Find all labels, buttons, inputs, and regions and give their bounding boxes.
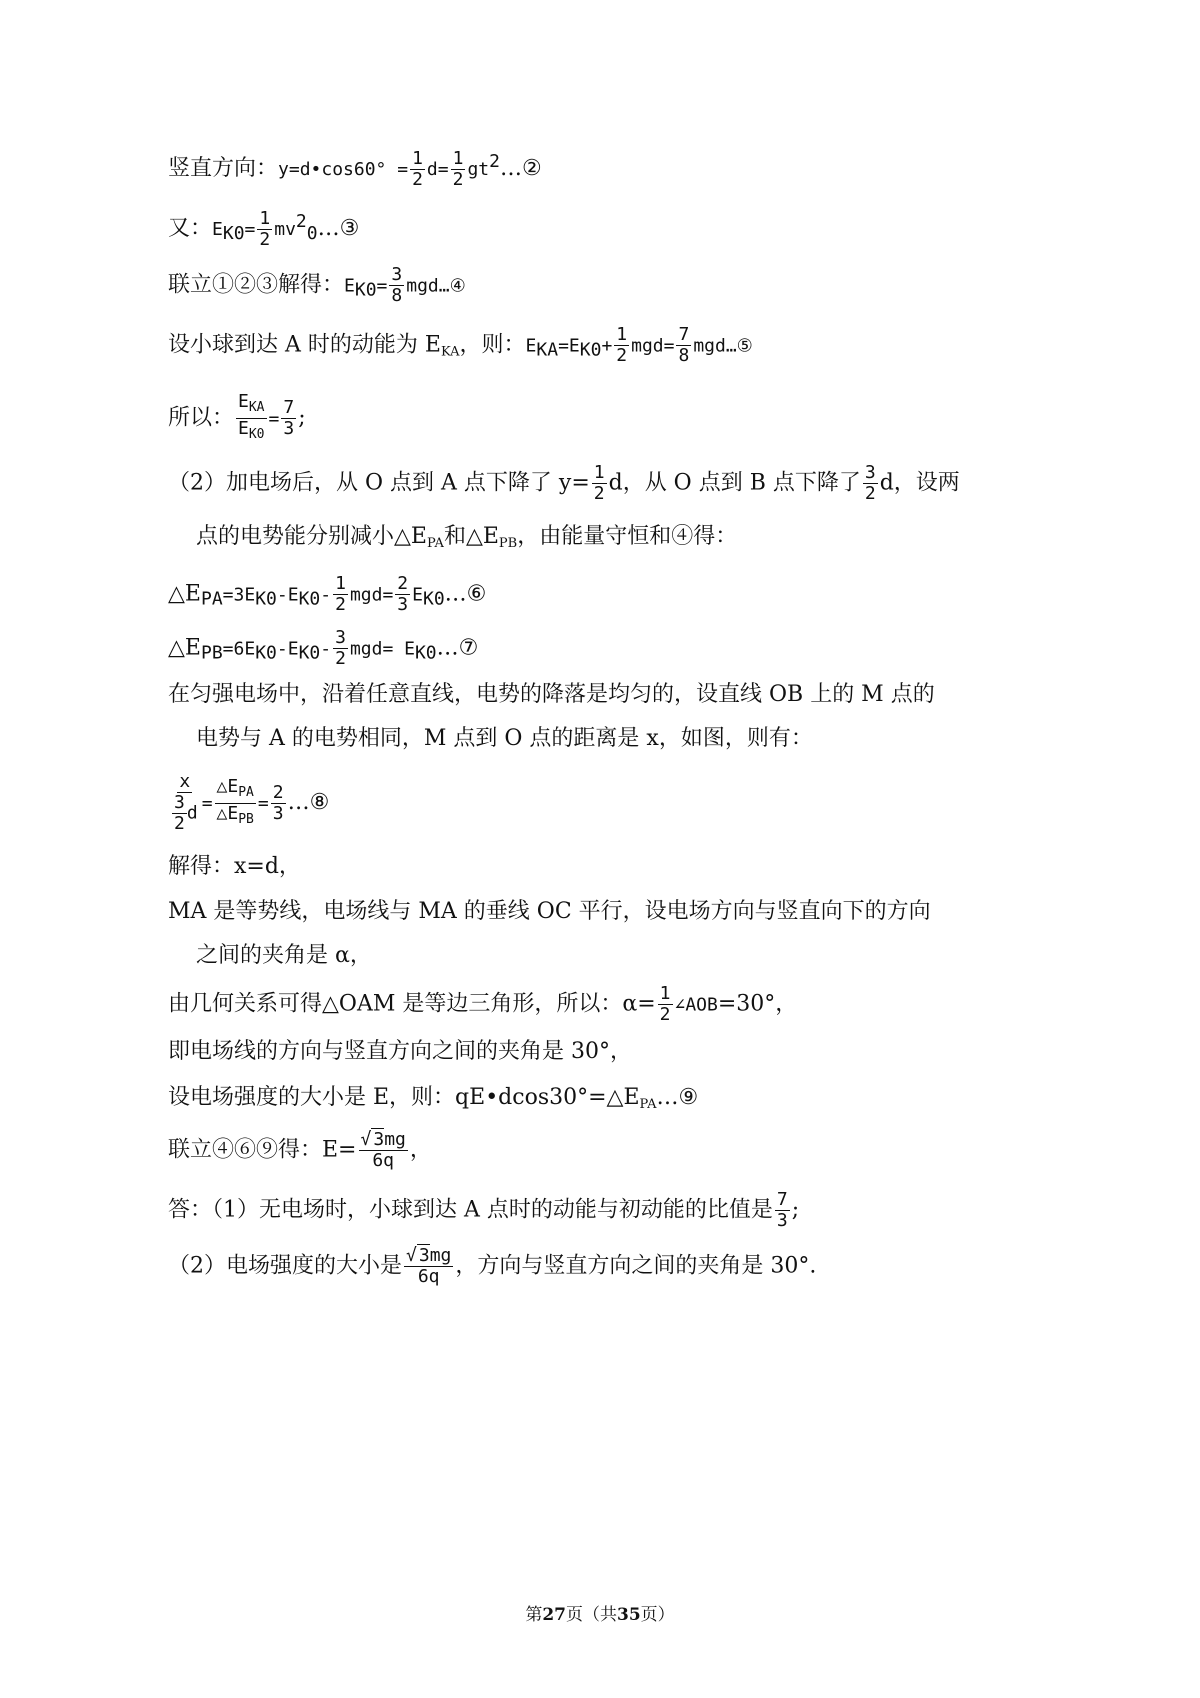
line-uniform-field: 在匀强电场中，沿着任意直线，电势的降落是均匀的，设直线 OB 上的 M 点的 [168,682,935,707]
page-footer: 第27页（共35页） [525,1605,675,1625]
line-eka: 设小球到达 A 时的动能为 $E_{KA}$，则：$E_{KA}=E_{K0}+$ $\frac{1}{2}$ mgd= $\frac{7}{8}$ mgd…⑤ [168,324,753,366]
line-solve-e: 联立④⑥⑨得：E= $\frac{√ 3mg}{6q}$ ， [168,1129,432,1171]
line-ratio: 所以： $\frac{E_{KA}}{E_{K0}}$ = $\frac{7}{3}$ ; [168,391,306,442]
line-solve-ek0: 联立①②③解得：$E_{K0}=$ $\frac{3}{8}$ mgd…④ [168,264,466,306]
line-geometry: 由几何关系可得△OAM 是等边三角形，所以：α= $\frac{1}{2}$ ∠AOB=30°， [168,983,798,1025]
line-m-point: 电势与 A 的电势相同，M 点到 O 点的距离是 x，如图，则有： [196,726,813,751]
line-field-direction: 即电场线的方向与竖直方向之间的夹角是 30°， [168,1039,632,1064]
line-solve-x: 解得：x=d， [168,854,301,879]
line-equipotential: MA 是等势线，电场线与 MA 的垂线 OC 平行，设电场方向与竖直向下的方向 [168,899,931,924]
line-delta-epa: $\triangle E_{PA}=3E_{K0}-E_{K0}-$ $\frac{1}{2}$ mgd= $\frac{2}{3}$ $E_{K0}\dots ⑥$ [168,573,487,615]
line-vertical-direction: 竖直方向：y=d•cos60° = $\frac{1}{2}$ d= $\frac{1}{2}$ $gt^2\dots ②$ [168,147,542,190]
line-proportion: x $\frac{3}{2}$ d = $\frac{\triangle E_{PA}}{\triangle E_{PB}}$ = $\frac{2}{3}$ …⑧ [174,771,330,834]
line-part2-intro: （2）加电场后，从 O 点到 A 点下降了 y= $\frac{1}{2}$ d，从 O 点到 B 点下降了 $\frac{3}{2}$ d，设两 [168,462,960,504]
line-delta-epb: $\triangle E_{PB}=6E_{K0}-E_{K0}-$ $\frac{3}{2}$ $mgd= E_{K0}\dots ⑦$ [168,627,479,669]
line-answer-2: （2）电场强度的大小是 $\frac{√ 3mg}{6q}$ ，方向与竖直方向之间的夹角是 30°. [168,1245,817,1287]
line-potential-decrease: 点的电势能分别减小$\triangle E_{PA}$和$\triangle E_{PB}$，由能量守恒和④得： [196,524,738,551]
line-angle-alpha: 之间的夹角是 α， [196,943,372,968]
line-field-strength-eq: 设电场强度的大小是 E，则：$qE•dcos30^\circ=\triangle E_{PA}\dots ⑨$ [168,1085,699,1112]
line-kinetic-energy: 又：$E_{K0}=$ $\frac{1}{2}$ $mv^2_0\dots ③$ [168,207,360,250]
line-answer-1: 答：（1）无电场时，小球到达 A 点时的动能与初动能的比值是 $\frac{7}{3}$ ; [168,1189,800,1231]
